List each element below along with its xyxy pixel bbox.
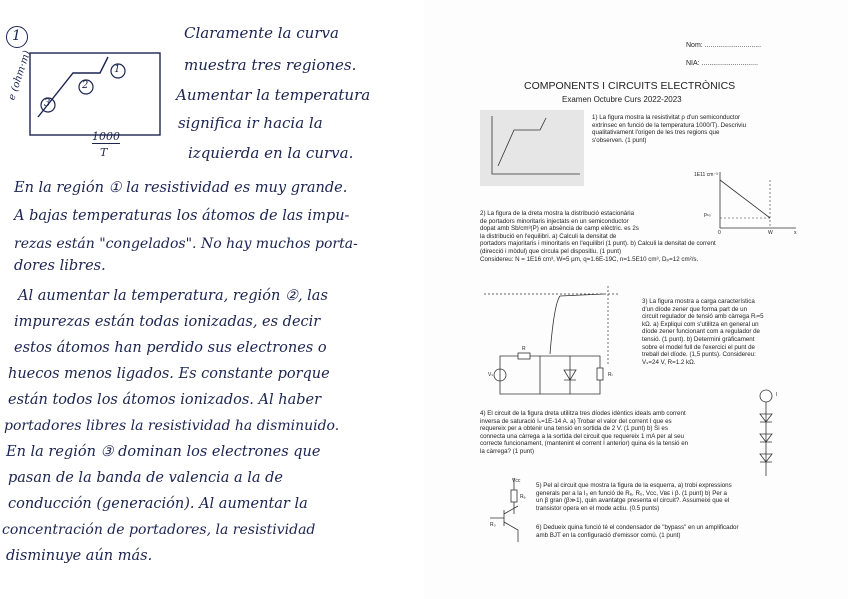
q4-line: inversa de saturació Iₛ=1E-14 A. a) Trobar el valor del corrent I que es bbox=[480, 417, 672, 425]
q3-line: 3) La figura mostra a carga característica bbox=[642, 298, 755, 305]
intro-line: significa ir hacia la bbox=[178, 114, 323, 132]
sketch-region-label-2: 2 bbox=[82, 80, 89, 91]
body-line: impurezas están todas ionizadas, es decir bbox=[14, 314, 321, 330]
body-line: portadores libres la resistividad ha disminuido. bbox=[4, 418, 340, 434]
q2-graph-axes bbox=[720, 172, 796, 228]
q3-line: treball del díode. (1,5 punts). Considereu: bbox=[642, 351, 756, 359]
q2-line: Considereu: N = 1E16 cm³, W=5 μm, q=1.6E-19C, n=1.5E10 cm³, Dₚ=12 cm²/s. bbox=[480, 255, 699, 263]
body-line: Al aumentar la temperatura, región ②, las bbox=[18, 288, 328, 304]
body-line: estos átomos han perdido sus electrones o bbox=[14, 340, 327, 356]
q5-text bbox=[536, 482, 732, 512]
q5-label-r0: R₀ bbox=[490, 522, 496, 528]
q4-line: la càrrega? (1 punt) bbox=[480, 447, 534, 455]
q3-resistor bbox=[518, 353, 530, 359]
q3-line: Vₛ=24 V, R=1.2 kΩ. bbox=[642, 358, 696, 366]
name-label: Nom: ............................. bbox=[686, 42, 762, 49]
q1-resistivity-graph bbox=[480, 110, 584, 186]
q2-text bbox=[480, 210, 716, 263]
q2-line: portadors majoritaris i minoritaris en l'equilibri (1 punt). b) Calculi la densitat de corrent bbox=[480, 240, 716, 248]
body-line: conducción (generación). Al aumentar la bbox=[8, 496, 308, 512]
q4-line: requereix per a obtenir una tensió en sortida de 2 V. (1 punt) b) Si es bbox=[480, 425, 668, 433]
body-line: huecos menos ligados. Es constante porque bbox=[8, 366, 330, 382]
q1-line: extrínsec en funció de la temperatura 1000/T). Descriviu bbox=[592, 121, 747, 129]
intro-line: muestra tres regiones. bbox=[184, 56, 357, 74]
q4-label-i: I bbox=[776, 392, 778, 398]
q1-line: s'observen. (1 punt) bbox=[592, 136, 647, 144]
intro-line: izquierda en la curva. bbox=[188, 144, 354, 162]
q2-graph-y-label2: pₙ₀ bbox=[704, 212, 711, 218]
q4-diodes-figure bbox=[752, 388, 788, 478]
q2-graph-dashed bbox=[720, 180, 770, 228]
q5-line: un β gran (β≫1), quin avantatge presenta el circuit?. Assumeixi que el bbox=[536, 497, 730, 505]
q3-line: d'un díode zener que forma part de un bbox=[642, 305, 748, 313]
q4-line: connecta una càrrega a la sortida del circuit que requereix 1 mA per al seu bbox=[480, 432, 684, 440]
q3-line: díode zener funcionant com a regulador de bbox=[642, 328, 760, 336]
q2-line: (direcció i mòdul) que circula pel dispositiu. (1 punt) bbox=[480, 247, 622, 255]
q3-load bbox=[597, 368, 603, 380]
q3-line: kΩ. a) Expliqui com s'utilitza en general un bbox=[642, 320, 759, 328]
q6-text bbox=[536, 524, 739, 539]
q2-graph-y-label: 1E11 cm⁻³ bbox=[694, 172, 718, 178]
body-line: dores libres. bbox=[14, 258, 106, 274]
q5-line: transistor opera en el mode actiu. (0.5 punts) bbox=[536, 504, 660, 512]
exam-page bbox=[424, 0, 848, 599]
body-line: pasan de la banda de valencia a la de bbox=[8, 470, 284, 486]
body-line: disminuye aún más. bbox=[6, 548, 153, 564]
q1-graph-bg bbox=[480, 110, 584, 186]
q5-line: 5) Pel al circuit que mostra la figura de la esquerra, a) trobi expressions bbox=[536, 482, 732, 489]
q4-text bbox=[480, 410, 688, 456]
sketch-y-label: e (ohm·m) bbox=[6, 49, 33, 102]
q2-line: dopat amb Sb/cm³(P) en absència de camp elèctric. es 2s bbox=[480, 225, 639, 233]
exam-title: COMPONENTS I CIRCUITS ELECTRÒNICS bbox=[524, 80, 736, 92]
q2-line: 2) La figura de la dreta mostra la distribució estacionària bbox=[480, 210, 635, 217]
q2-graph-x-label0: 0 bbox=[718, 230, 721, 236]
q3-line: circuit regulador de tensió amb càrrega Rₗ=5 bbox=[642, 313, 764, 321]
intro-line: Claramente la curva bbox=[184, 24, 339, 42]
sketch-x-denominator: T bbox=[100, 146, 108, 159]
intro-line: Aumentar la temperatura bbox=[176, 86, 371, 104]
q5-resistor bbox=[511, 490, 517, 502]
q3-zener-figure bbox=[480, 284, 640, 400]
sketch-region-label-3: 3 bbox=[44, 98, 51, 109]
q3-zener-curve bbox=[550, 294, 604, 354]
q3-label-rl: Rₗ bbox=[608, 372, 613, 378]
q5-transistor-figure bbox=[484, 476, 540, 546]
q3-graph-axes bbox=[484, 286, 620, 364]
q5-circuit-wires bbox=[490, 478, 521, 542]
q2-graph-line bbox=[720, 180, 770, 218]
q3-text bbox=[642, 298, 764, 366]
q1-line: 1) La figura mostra la resistivitat ρ d'un semiconductor bbox=[592, 114, 741, 121]
q2-graph-x-label1: W bbox=[768, 230, 773, 236]
body-line: En la región ① la resistividad es muy grande. bbox=[14, 180, 348, 196]
q6-line: amb BJT en la configuració d'emissor comú. (1 punt) bbox=[536, 531, 681, 539]
q4-line: 4) El circuit de la figura dreta utilitza tres díodes idèntics ideals amb corrent bbox=[480, 410, 686, 417]
problem-number: 1 bbox=[12, 28, 21, 44]
q6-line: 6) Dedueix quina funció té el condensador de "bypass" en un amplificador bbox=[536, 524, 739, 531]
body-line: concentración de portadores, la resistividad bbox=[2, 522, 316, 538]
q5-line: generals per a la I₀ en funció de Rₑ, R₀, Vcc, Vʙᴇ i β. (1 punt) b) Per a bbox=[536, 489, 727, 497]
q4-line: correcte funcionament, (mantenint el corrent I anterior) quina és la tensió en bbox=[480, 440, 689, 448]
q3-line: sobre el model full de l'exercici el punt de bbox=[642, 343, 755, 351]
q1-text bbox=[592, 114, 812, 144]
body-line: En la región ③ dominan los electrones que bbox=[6, 444, 321, 460]
sketch-region-label-1: 1 bbox=[114, 64, 121, 75]
body-line: A bajas temperaturas los átomos de las impu- bbox=[14, 208, 350, 224]
q2-line: la distribució en l'equilibri. a) Calculi la densitat de bbox=[480, 232, 617, 240]
q2-graph-x-label2: x bbox=[794, 230, 797, 236]
nia-label: NIA: ............................. bbox=[686, 60, 758, 67]
exam-subtitle: Examen Octubre Curs 2022-2023 bbox=[562, 95, 682, 104]
body-line: están todos los átomos ionizados. Al haber bbox=[8, 392, 322, 408]
sketch-x-numerator: 1000 bbox=[92, 130, 120, 143]
q4-current-source bbox=[760, 390, 772, 402]
q3-label-vs: Vₛ bbox=[488, 372, 494, 378]
q1-line: qualitativament l'origen de les tres regions que bbox=[592, 129, 720, 137]
body-line: rezas están "congelados". No hay muchos porta- bbox=[14, 236, 358, 252]
q3-circuit bbox=[500, 356, 600, 394]
q5-label-re: Rₑ bbox=[520, 494, 526, 500]
resistivity-sketch bbox=[8, 45, 168, 160]
q3-label-r: R bbox=[522, 346, 526, 352]
sketch-frame bbox=[30, 53, 160, 135]
q5-label-vcc: Vcc bbox=[512, 478, 521, 484]
q3-line: tensió. (1 punt). b) Determini gràficament bbox=[642, 335, 755, 343]
q2-line: de portadors minoritaris injectats en un semiconductor bbox=[480, 217, 629, 225]
